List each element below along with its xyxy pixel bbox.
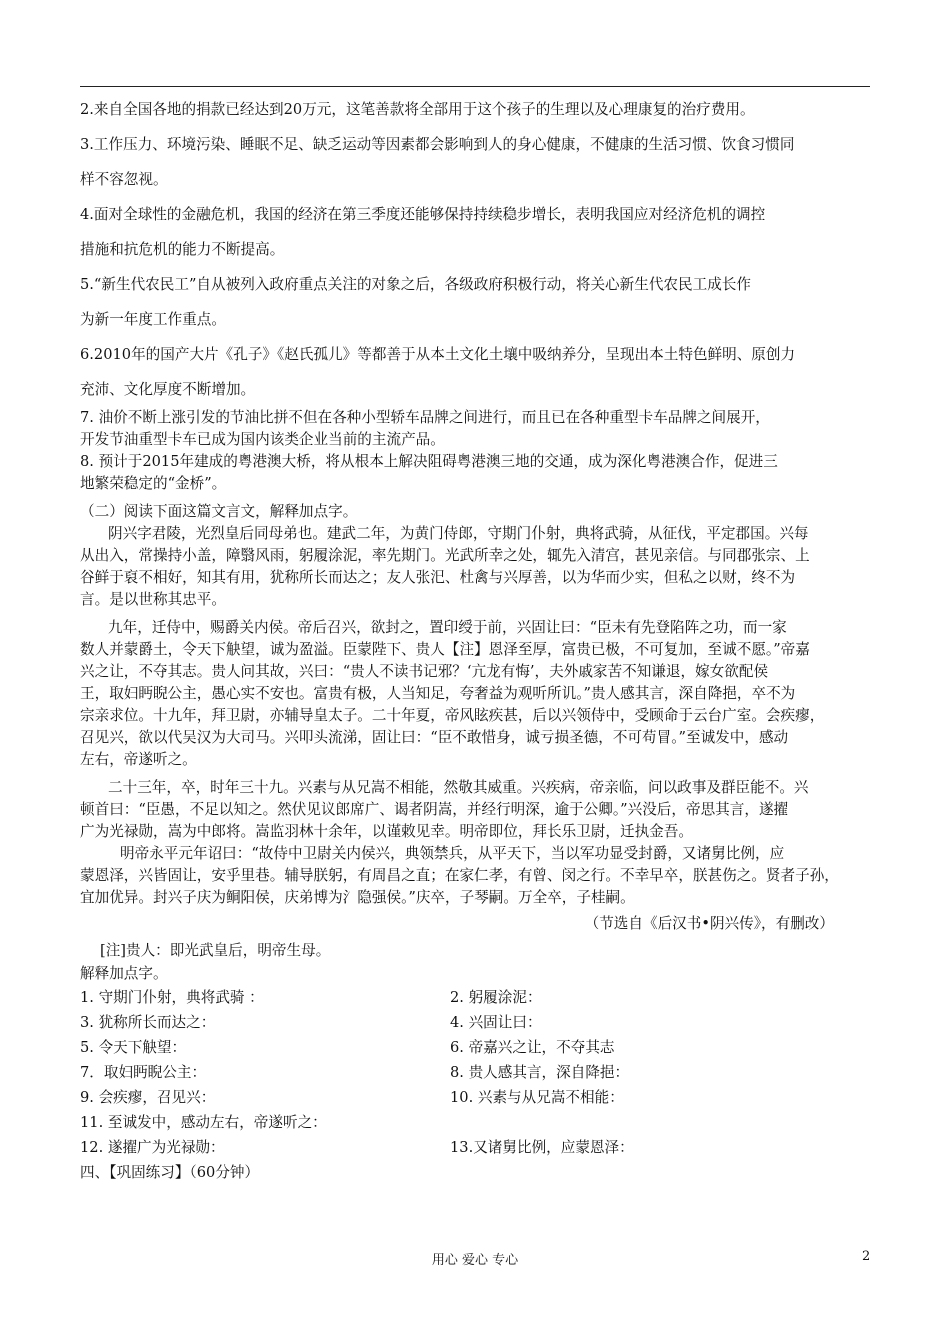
passage-source: （节选自《后汉书•阴兴传》，有删改）	[584, 915, 834, 932]
passage-line: 数人并蒙爵土，令天下觖望，诚为盈溢。臣蒙陛下、贵人【注】恩泽至厚，富贵已极，不可复加，至诚不愿。”帝嘉	[80, 641, 810, 658]
question-13: 13.又诸舅比例，应蒙恩泽：	[450, 1139, 634, 1156]
question-9: 9. 会疾瘳，召见兴：	[80, 1089, 216, 1106]
item-6-line2: 充沛、文化厚度不断增加。	[80, 381, 256, 398]
question-11: 11. 至诚发中，感动左右，帝遂听之：	[80, 1114, 327, 1131]
passage-line: 召见兴，欲以代吴汉为大司马。兴叩头流涕，固让曰：“臣不敢惜身，诚亏损圣德，不可苟冒。”至诚发中，感动	[80, 729, 789, 746]
passage-line: 顿首曰：“臣愚，不足以知之。然伏见议郎席广、谒者阴嵩，并经行明深，逾于公卿。”兴没后，帝思其言，遂擢	[80, 801, 789, 818]
item-4-line1: 4.面对全球性的金融危机，我国的经济在第三季度还能够保持持续稳步增长，表明我国应对经济危机的调控	[80, 206, 766, 223]
passage-line: 明帝永平元年诏曰：“故侍中卫尉关内侯兴，典领禁兵，从平天下，当以军功显受封爵，又诸舅比例，应	[120, 845, 785, 862]
passage-line: 宗亲求位。十九年，拜卫尉，亦辅导皇太子。二十年夏，帝风眩疾甚，后以兴领侍中，受顾命于云台广室。会疾瘳，	[80, 707, 825, 724]
passage-line: 左右，帝遂听之。	[80, 751, 197, 768]
item-8-line2: 地繁荣稳定的“金桥”。	[80, 475, 227, 492]
item-5-line1: 5.“新生代农民工”自从被列入政府重点关注的对象之后，各级政府积极行动，将关心新生代农民工成长作	[80, 276, 751, 293]
item-3-line2: 样不容忽视。	[80, 171, 168, 188]
item-5-line2: 为新一年度工作重点。	[80, 311, 226, 328]
question-7: 7．取妇眄睨公主：	[80, 1064, 207, 1081]
page-number: 2	[862, 1249, 871, 1264]
passage-line: 谷鲜于裒不相好，知其有用，犹称所长而达之；友人张汜、杜禽与兴厚善，以为华而少实，但私之以财，终不为	[80, 569, 796, 586]
question-4: 4. 兴固让曰：	[450, 1014, 542, 1031]
passage-line: 蒙恩泽，兴皆固让，安乎里巷。辅导朕躬，有周昌之直；在家仁孝，有曾、闵之行。不幸早卒，朕甚伤之。贤者子孙，	[80, 867, 839, 884]
section2-heading: （二）阅读下面这篇文言文，解释加点字。	[80, 503, 358, 520]
item-3-line1: 3.工作压力、环境污染、睡眠不足、缺乏运动等因素都会影响到人的身心健康，不健康的生活习惯、饮食习惯同	[80, 136, 795, 153]
question-6: 6. 帝嘉兴之让，不夺其志	[450, 1039, 615, 1056]
question-1: 1. 守期门仆射，典将武骑 ：	[80, 989, 264, 1006]
passage-line: 九年，迁侍中，赐爵关内侯。帝后召兴，欲封之，置印绶于前，兴固让曰：“臣未有先登陷阵之功，而一家	[108, 619, 787, 636]
passage-line: 阴兴字君陵，光烈皇后同母弟也。建武二年，为黄门侍郎，守期门仆射，典将武骑，从征伐，平定郡国。兴每	[108, 525, 809, 542]
footer-motto: 用心 爱心 专心	[431, 1253, 519, 1268]
item-6-line1: 6.2010年的国产大片《孔子》《赵氏孤儿》等都善于从本土文化土壤中吸纳养分，呈现出本土特色鲜明、原创力	[80, 346, 796, 363]
passage-line: 从出入，常操持小盖，障翳风雨，躬履涂泥，率先期门。光武所幸之处，辄先入清宫，甚见亲信。与同郡张宗、上	[80, 547, 810, 564]
question-10: 10. 兴素与从兄嵩不相能：	[450, 1089, 624, 1106]
passage-line: 广为光禄勋，嵩为中郎将。嵩监羽林十余年，以谨敕见幸。明帝即位，拜长乐卫尉，迁执金吾。	[80, 823, 693, 840]
passage-line: 言。是以世称其忠平。	[80, 591, 226, 608]
question-grid	[80, 985, 874, 1160]
question-8: 8. 贵人感其言，深自降挹：	[450, 1064, 630, 1081]
question-3: 3. 犹称所长而达之：	[80, 1014, 216, 1031]
question-12: 12. 遂擢广为光禄勋：	[80, 1139, 225, 1156]
question-empty	[450, 1110, 874, 1135]
question-5: 5. 令天下觖望：	[80, 1039, 187, 1056]
item-4-line2: 措施和抗危机的能力不断提高。	[80, 241, 285, 258]
footnote: [注]贵人：即光武皇后，明帝生母。	[100, 942, 331, 959]
passage-line: 二十三年，卒，时年三十九。兴素与从兄嵩不相能，然敬其威重。兴疾病，帝亲临，问以政事及群臣能不。兴	[108, 779, 809, 796]
item-2: 2.来自全国各地的捐款已经达到20万元，这笔善款将全部用于这个孩子的生理以及心理康复的治疗费用。	[80, 101, 755, 118]
passage-line: 兴之让，不夺其志。贵人问其故，兴曰：“贵人不读书记邪？‘亢龙有悔’，夫外戚家苦不知谦退，嫁女欲配侯	[80, 663, 769, 680]
item-8-line1: 8. 预计于2015年建成的粤港澳大桥，将从根本上解决阻碍粤港澳三地的交通，成为深化粤港澳合作，促进三	[80, 453, 778, 470]
item-7-line1: 7. 油价不断上涨引发的节油比拼不但在各种小型轿车品牌之间进行，而且已在各种重型卡车品牌之间展开，	[80, 409, 770, 426]
section4-heading: 四、【巩固练习】（60分钟）	[80, 1164, 260, 1181]
passage-line: 王，取妇眄睨公主，愚心实不安也。富贵有极，人当知足，夸奢益为观听所讥。”贵人感其言，深自降挹，卒不为	[80, 685, 796, 702]
question-2: 2. 躬履涂泥：	[450, 989, 542, 1006]
passage-line: 宜加优异。封兴子庆为鲖阳侯，庆弟博为氵隐强侯。”庆卒，子琴嗣。万全卒，子桂嗣。	[80, 889, 635, 906]
header-rule	[80, 86, 870, 87]
item-7-line2: 开发节油重型卡车已成为国内该类企业当前的主流产品。	[80, 431, 445, 448]
instruction: 解释加点字。	[80, 965, 168, 982]
page-content	[80, 92, 874, 1186]
